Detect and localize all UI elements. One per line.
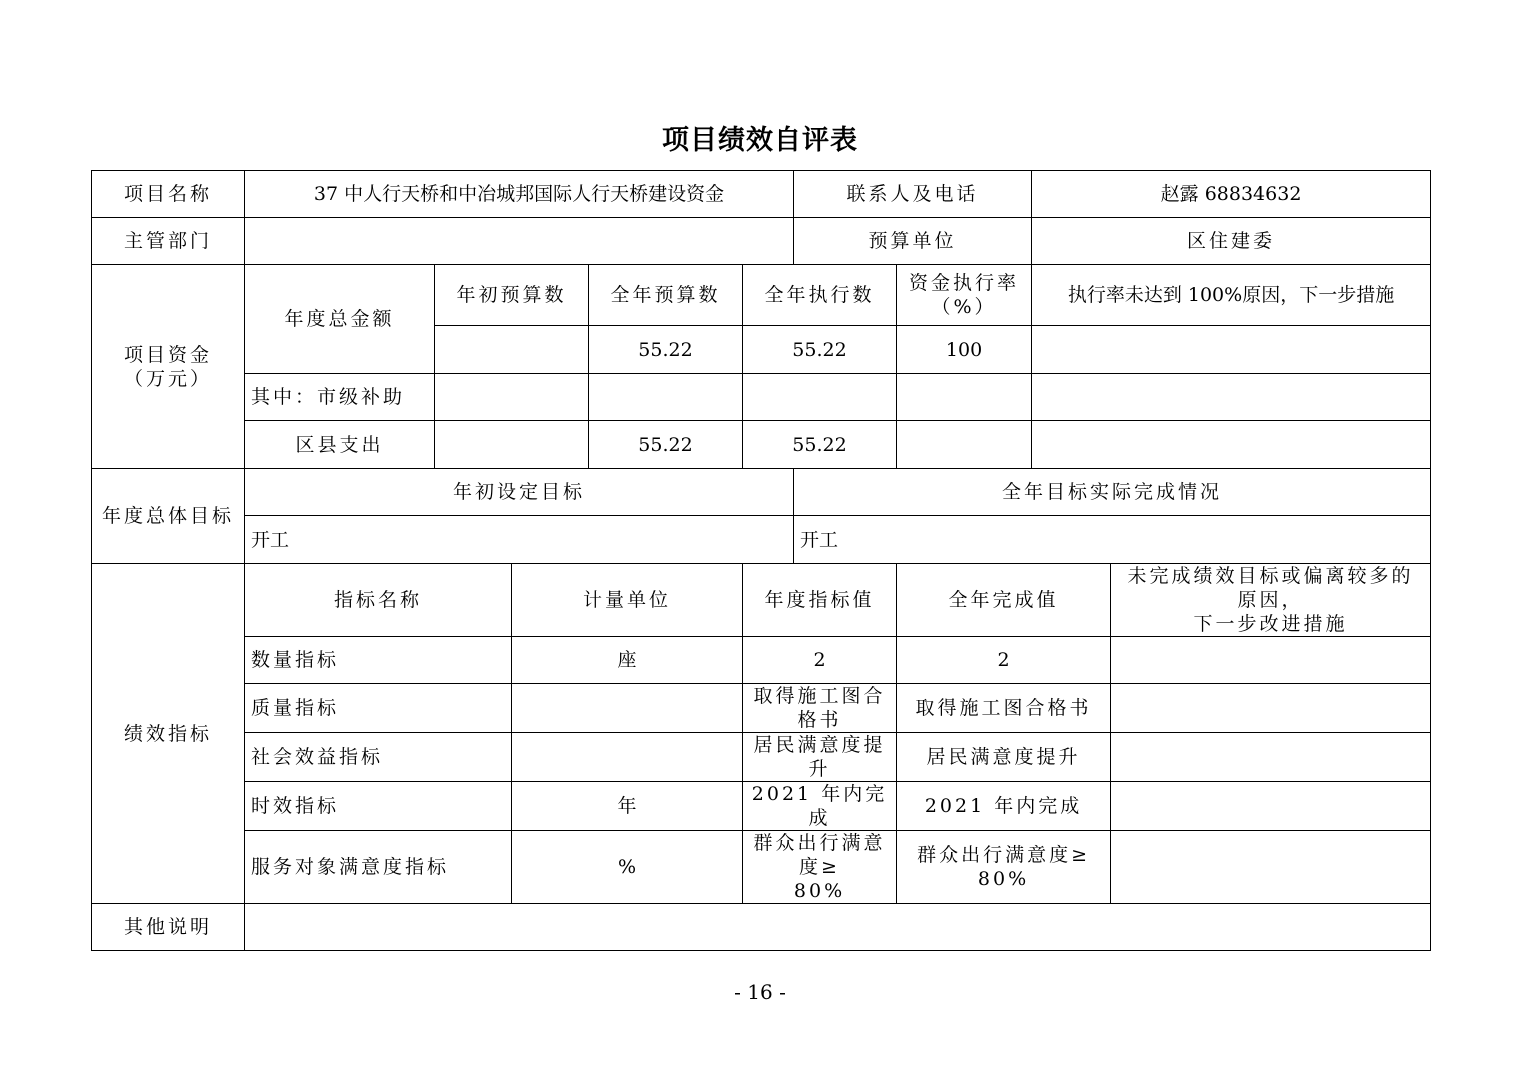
department-row xyxy=(92,218,1431,265)
funds-label-unit: （万元） xyxy=(123,367,212,390)
indicator-unit xyxy=(512,684,743,733)
indicator-actual: 居民满意度提升 xyxy=(897,733,1111,782)
indicator-row xyxy=(92,733,1431,782)
project-name-row xyxy=(92,171,1431,218)
exec-rate-header xyxy=(897,265,1032,326)
goals-label: 年度总体目标 xyxy=(92,469,245,564)
indicator-reason-header-line2: 下一步改进措施 xyxy=(1193,613,1348,635)
budget-unit-label: 预算单位 xyxy=(794,218,1032,265)
exec-rate-header-text: 资金执行率 xyxy=(909,272,1020,294)
indicator-target-line1: 群众出行满意度≥ xyxy=(753,832,886,878)
goals-set-header: 年初设定目标 xyxy=(245,469,794,516)
indicator-unit xyxy=(512,733,743,782)
initial-budget-header: 年初预算数 xyxy=(435,265,589,326)
annual-budget-header: 全年预算数 xyxy=(589,265,743,326)
indicator-target: 取得施工图合格书 xyxy=(743,684,897,733)
annual-total-label: 年度总金额 xyxy=(245,265,435,374)
indicator-actual: 取得施工图合格书 xyxy=(897,684,1111,733)
goals-header-row xyxy=(92,469,1431,516)
indicator-unit-header: 计量单位 xyxy=(512,564,743,637)
exec-reason-header: 执行率未达到 100%原因，下一步措施 xyxy=(1032,265,1431,326)
indicator-name: 时效指标 xyxy=(245,782,512,831)
other-notes-row xyxy=(92,904,1431,951)
indicator-name-header: 指标名称 xyxy=(245,564,512,637)
district-annual-exec: 55.22 xyxy=(743,421,897,469)
indicators-header-row xyxy=(92,564,1431,637)
indicator-name: 社会效益指标 xyxy=(245,733,512,782)
city-exec-rate xyxy=(897,374,1032,421)
project-name-label: 项目名称 xyxy=(92,171,245,218)
total-exec-rate: 100 xyxy=(897,326,1032,374)
funds-header-row xyxy=(92,265,1431,326)
goals-value-row xyxy=(92,516,1431,564)
indicator-row xyxy=(92,782,1431,831)
other-notes-label: 其他说明 xyxy=(92,904,245,951)
indicator-reason-header xyxy=(1111,564,1431,637)
city-subsidy-row xyxy=(92,374,1431,421)
other-notes-value xyxy=(245,904,1431,951)
indicator-name: 质量指标 xyxy=(245,684,512,733)
contact-label: 联系人及电话 xyxy=(794,171,1032,218)
city-initial-budget xyxy=(435,374,589,421)
indicator-row xyxy=(92,831,1431,904)
indicator-name: 数量指标 xyxy=(245,637,512,684)
funds-label xyxy=(92,265,245,469)
project-name-value: 37 中人行天桥和中冶城邦国际人行天桥建设资金 xyxy=(245,171,794,218)
indicator-target: 2021 年内完成 xyxy=(743,782,897,831)
city-exec-reason xyxy=(1032,374,1431,421)
indicator-reason xyxy=(1111,637,1431,684)
indicator-target: 2 xyxy=(743,637,897,684)
goals-actual-header: 全年目标实际完成情况 xyxy=(794,469,1431,516)
performance-evaluation-table xyxy=(91,170,1431,951)
indicator-actual: 2021 年内完成 xyxy=(897,782,1111,831)
district-initial-budget xyxy=(435,421,589,469)
city-annual-budget xyxy=(589,374,743,421)
indicator-unit: 年 xyxy=(512,782,743,831)
district-exec-reason xyxy=(1032,421,1431,469)
indicator-actual-line1: 群众出行满意度≥ xyxy=(917,844,1090,866)
indicator-actual xyxy=(897,831,1111,904)
indicator-reason xyxy=(1111,733,1431,782)
indicator-unit: % xyxy=(512,831,743,904)
indicator-unit: 座 xyxy=(512,637,743,684)
total-annual-exec: 55.22 xyxy=(743,326,897,374)
page-title: 项目绩效自评表 xyxy=(662,125,858,156)
total-annual-budget: 55.22 xyxy=(589,326,743,374)
annual-exec-header: 全年执行数 xyxy=(743,265,897,326)
page-number: - 16 - xyxy=(734,980,786,1004)
indicator-actual: 2 xyxy=(897,637,1111,684)
district-label: 区县支出 xyxy=(245,421,435,469)
indicator-row xyxy=(92,684,1431,733)
district-row xyxy=(92,421,1431,469)
goals-set-value: 开工 xyxy=(245,516,794,564)
department-label: 主管部门 xyxy=(92,218,245,265)
indicator-row xyxy=(92,637,1431,684)
indicator-target-line2: 80% xyxy=(793,880,846,902)
goals-actual-value: 开工 xyxy=(794,516,1431,564)
contact-value: 赵露 68834632 xyxy=(1032,171,1431,218)
exec-rate-header-unit: （%） xyxy=(931,296,997,318)
indicator-actual-line2: 80% xyxy=(977,868,1030,890)
indicators-label: 绩效指标 xyxy=(92,564,245,904)
total-exec-reason xyxy=(1032,326,1431,374)
city-subsidy-label: 其中：市级补助 xyxy=(245,374,435,421)
funds-label-text: 项目资金 xyxy=(123,343,212,366)
total-initial-budget xyxy=(435,326,589,374)
indicator-reason xyxy=(1111,831,1431,904)
indicator-target-header: 年度指标值 xyxy=(743,564,897,637)
district-exec-rate xyxy=(897,421,1032,469)
budget-unit-value: 区住建委 xyxy=(1032,218,1431,265)
city-annual-exec xyxy=(743,374,897,421)
indicator-reason xyxy=(1111,684,1431,733)
indicator-target: 居民满意度提升 xyxy=(743,733,897,782)
department-value xyxy=(245,218,794,265)
district-annual-budget: 55.22 xyxy=(589,421,743,469)
indicator-reason-header-line1: 未完成绩效目标或偏离较多的原因， xyxy=(1127,565,1414,611)
indicator-name: 服务对象满意度指标 xyxy=(245,831,512,904)
indicator-target xyxy=(743,831,897,904)
indicator-actual-header: 全年完成值 xyxy=(897,564,1111,637)
indicator-reason xyxy=(1111,782,1431,831)
